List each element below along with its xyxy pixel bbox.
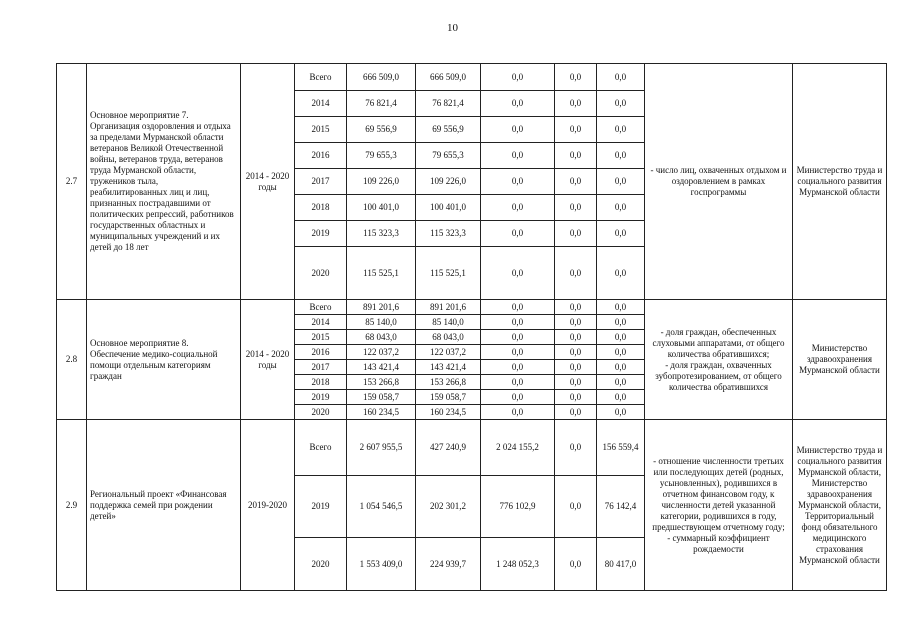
total-cell: 122 037,2: [347, 345, 416, 360]
other-cell: 156 559,4: [597, 420, 645, 476]
item-period: 2014 - 2020 годы: [241, 300, 295, 420]
year-cell: 2015: [295, 117, 347, 143]
indicator-text: - доля граждан, обеспеченных слуховыми аппаратами, от общего количества обратившихся;: [652, 326, 785, 359]
federal-cell: 0,0: [481, 247, 555, 300]
federal-cell: 0,0: [481, 117, 555, 143]
budget-cell: 68 043,0: [416, 330, 481, 345]
federal-cell: 0,0: [481, 143, 555, 169]
local-cell: 0,0: [555, 169, 597, 195]
budget-cell: 202 301,2: [416, 476, 481, 538]
responsible-org: Министерство труда и социального развития Мурманской области: [793, 64, 887, 300]
table-row: [57, 300, 887, 315]
other-cell: 0,0: [597, 195, 645, 221]
local-cell: 0,0: [555, 117, 597, 143]
local-cell: 0,0: [555, 195, 597, 221]
table-row: [57, 420, 887, 476]
budget-cell: 122 037,2: [416, 345, 481, 360]
other-cell: 80 417,0: [597, 538, 645, 591]
budget-cell: 100 401,0: [416, 195, 481, 221]
year-cell: Всего: [295, 420, 347, 476]
other-cell: 0,0: [597, 375, 645, 390]
total-cell: 666 509,0: [347, 64, 416, 91]
year-cell: 2017: [295, 360, 347, 375]
year-cell: 2014: [295, 315, 347, 330]
year-cell: Всего: [295, 300, 347, 315]
local-cell: 0,0: [555, 405, 597, 420]
other-cell: 0,0: [597, 330, 645, 345]
year-cell: 2018: [295, 195, 347, 221]
other-cell: 76 142,4: [597, 476, 645, 538]
year-cell: 2016: [295, 345, 347, 360]
local-cell: 0,0: [555, 360, 597, 375]
year-cell: 2020: [295, 538, 347, 591]
item-number: 2.8: [57, 300, 87, 420]
year-cell: 2018: [295, 375, 347, 390]
federal-cell: 0,0: [481, 345, 555, 360]
budget-cell: 76 821,4: [416, 91, 481, 117]
year-cell: 2017: [295, 169, 347, 195]
federal-cell: 0,0: [481, 221, 555, 247]
year-cell: 2016: [295, 143, 347, 169]
indicators-cell: [645, 300, 793, 420]
total-cell: 143 421,4: [347, 360, 416, 375]
year-cell: 2019: [295, 221, 347, 247]
year-cell: 2019: [295, 476, 347, 538]
year-cell: 2014: [295, 91, 347, 117]
total-cell: 85 140,0: [347, 315, 416, 330]
item-name: Региональный проект «Финансовая поддержка семей при рождении детей»: [87, 420, 241, 591]
other-cell: 0,0: [597, 143, 645, 169]
item-number: 2.7: [57, 64, 87, 300]
local-cell: 0,0: [555, 345, 597, 360]
federal-cell: 0,0: [481, 390, 555, 405]
budget-cell: 153 266,8: [416, 375, 481, 390]
budget-cell: 85 140,0: [416, 315, 481, 330]
federal-cell: 0,0: [481, 405, 555, 420]
budget-cell: 143 421,4: [416, 360, 481, 375]
federal-cell: 1 248 052,3: [481, 538, 555, 591]
federal-cell: 0,0: [481, 300, 555, 315]
total-cell: 1 054 546,5: [347, 476, 416, 538]
federal-cell: 776 102,9: [481, 476, 555, 538]
federal-cell: 0,0: [481, 360, 555, 375]
federal-cell: 2 024 155,2: [481, 420, 555, 476]
federal-cell: 0,0: [481, 64, 555, 91]
federal-cell: 0,0: [481, 91, 555, 117]
total-cell: 69 556,9: [347, 117, 416, 143]
responsible-org: Министерство труда и социального развития Мурманской области, Министерство здравоохранения Мурманской области, Территориальный фонд обязательного медицинского страхования Мурманской области: [793, 420, 887, 591]
other-cell: 0,0: [597, 405, 645, 420]
local-cell: 0,0: [555, 143, 597, 169]
other-cell: 0,0: [597, 117, 645, 143]
federal-cell: 0,0: [481, 169, 555, 195]
other-cell: 0,0: [597, 221, 645, 247]
local-cell: 0,0: [555, 221, 597, 247]
local-cell: 0,0: [555, 300, 597, 315]
budget-cell: 666 509,0: [416, 64, 481, 91]
total-cell: 109 226,0: [347, 169, 416, 195]
total-cell: 100 401,0: [347, 195, 416, 221]
other-cell: 0,0: [597, 247, 645, 300]
indicators-cell: [645, 64, 793, 300]
table-row: [57, 64, 887, 91]
budget-cell: 109 226,0: [416, 169, 481, 195]
budget-cell: 115 525,1: [416, 247, 481, 300]
total-cell: 1 553 409,0: [347, 538, 416, 591]
other-cell: 0,0: [597, 91, 645, 117]
other-cell: 0,0: [597, 300, 645, 315]
indicator-text: - доля граждан, охваченных зубопротезированием, от общего количества обратившихся: [655, 359, 782, 392]
budget-cell: 427 240,9: [416, 420, 481, 476]
other-cell: 0,0: [597, 169, 645, 195]
local-cell: 0,0: [555, 247, 597, 300]
other-cell: 0,0: [597, 315, 645, 330]
local-cell: 0,0: [555, 538, 597, 591]
page-number: 10: [447, 22, 458, 34]
total-cell: 115 525,1: [347, 247, 416, 300]
budget-cell: 891 201,6: [416, 300, 481, 315]
total-cell: 68 043,0: [347, 330, 416, 345]
year-cell: 2020: [295, 405, 347, 420]
indicator-text: - отношение численности третьих или последующих детей (родных, усыновленных), родившихся в отчетном финансовом году, к численности детей указанной категории, родившихся в году, предшествующем отчетному году;: [652, 455, 785, 532]
budget-cell: 159 058,7: [416, 390, 481, 405]
local-cell: 0,0: [555, 476, 597, 538]
total-cell: 115 323,3: [347, 221, 416, 247]
year-cell: 2015: [295, 330, 347, 345]
local-cell: 0,0: [555, 91, 597, 117]
budget-cell: 115 323,3: [416, 221, 481, 247]
item-period: 2019-2020: [241, 420, 295, 591]
program-table: [56, 63, 887, 591]
budget-cell: 69 556,9: [416, 117, 481, 143]
year-cell: 2020: [295, 247, 347, 300]
local-cell: 0,0: [555, 375, 597, 390]
other-cell: 0,0: [597, 345, 645, 360]
total-cell: 159 058,7: [347, 390, 416, 405]
federal-cell: 0,0: [481, 195, 555, 221]
item-number: 2.9: [57, 420, 87, 591]
federal-cell: 0,0: [481, 330, 555, 345]
total-cell: 153 266,8: [347, 375, 416, 390]
budget-cell: 160 234,5: [416, 405, 481, 420]
item-name: Основное мероприятие 8. Обеспечение медико-социальной помощи отдельным категориям граждан: [87, 300, 241, 420]
indicators-cell: [645, 420, 793, 591]
year-cell: Всего: [295, 64, 347, 91]
item-period: 2014 - 2020 годы: [241, 64, 295, 300]
indicator-text: - суммарный коэффициент рождаемости: [667, 532, 770, 554]
local-cell: 0,0: [555, 64, 597, 91]
budget-cell: 224 939,7: [416, 538, 481, 591]
other-cell: 0,0: [597, 360, 645, 375]
federal-cell: 0,0: [481, 375, 555, 390]
budget-cell: 79 655,3: [416, 143, 481, 169]
local-cell: 0,0: [555, 390, 597, 405]
local-cell: 0,0: [555, 420, 597, 476]
local-cell: 0,0: [555, 315, 597, 330]
total-cell: 76 821,4: [347, 91, 416, 117]
other-cell: 0,0: [597, 64, 645, 91]
total-cell: 79 655,3: [347, 143, 416, 169]
responsible-org: Министерство здравоохранения Мурманской области: [793, 300, 887, 420]
total-cell: 891 201,6: [347, 300, 416, 315]
item-name: Основное мероприятие 7. Организация оздоровления и отдыха за пределами Мурманской области ветеранов Великой Отечественной войны, ветеранов труда, ветеранов труда Мурманской области, тружеников тыла, реабилитированных лиц и лиц, признанных пострадавшими от политических репрессий, работников государственных областных и муниципальных учреждений и их детей до 18 лет: [87, 64, 241, 300]
total-cell: 2 607 955,5: [347, 420, 416, 476]
year-cell: 2019: [295, 390, 347, 405]
federal-cell: 0,0: [481, 315, 555, 330]
total-cell: 160 234,5: [347, 405, 416, 420]
local-cell: 0,0: [555, 330, 597, 345]
other-cell: 0,0: [597, 390, 645, 405]
indicator-text: - число лиц, охваченных отдыхом и оздоровлением в рамках госпрограммы: [650, 165, 787, 197]
